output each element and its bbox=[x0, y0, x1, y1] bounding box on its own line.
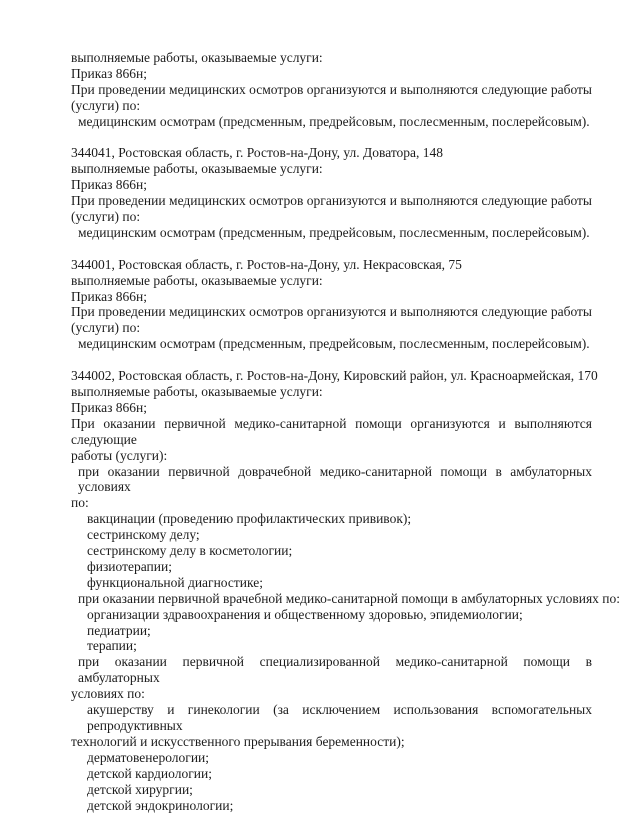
text-line: Приказ 866н; bbox=[71, 65, 148, 81]
text-line: выполняемые работы, оказываемые услуги: bbox=[71, 50, 323, 65]
text-line: по: bbox=[71, 495, 89, 511]
blank-line bbox=[71, 241, 592, 257]
text-line: 344041, Ростовская область, г. Ростов-на-Дону, ул. Доватора, 148 bbox=[71, 145, 444, 161]
text-line: сестринскому делу в косметологии; bbox=[87, 543, 293, 559]
text-line: функциональной диагностике; bbox=[87, 574, 263, 590]
text-line: вакцинации (проведению профилактических прививок); bbox=[87, 511, 412, 527]
text-line: детской хирургии; bbox=[87, 781, 193, 797]
text-line: при оказании первичной врачебной медико-санитарной помощи в амбулаторных условиях по: bbox=[78, 590, 621, 606]
text-line: При проведении медицинских осмотров организуются и выполняются следующие работы bbox=[71, 304, 592, 320]
text-line: при оказании первичной специализированной медико-санитарной помощи в амбулаторных bbox=[78, 654, 592, 686]
text-line: (услуги) по: bbox=[71, 97, 141, 113]
text-line: (услуги) по: bbox=[71, 320, 141, 336]
text-line: терапии; bbox=[87, 638, 137, 654]
blank-line bbox=[71, 130, 592, 146]
text-line: медицинским осмотрам (предсменным, предрейсовым, послесменным, послерейсовым). bbox=[78, 113, 590, 129]
text-line: При оказании первичной медико-санитарной помощи организуются и выполняются следующие bbox=[71, 415, 592, 447]
blank-line bbox=[71, 352, 592, 368]
document-body bbox=[71, 50, 621, 813]
text-line: Приказ 866н; bbox=[71, 288, 148, 304]
text-line: выполняемые работы, оказываемые услуги: bbox=[71, 383, 323, 399]
text-line: физиотерапии; bbox=[87, 558, 172, 574]
text-line: (услуги) по: bbox=[71, 209, 141, 225]
text-line: 344001, Ростовская область, г. Ростов-на-Дону, ул. Некрасовская, 75 bbox=[71, 256, 462, 272]
text-line: 344002, Ростовская область, г. Ростов-на-Дону, Кировский район, ул. Красноармейская, 170 bbox=[71, 368, 598, 384]
text-line: детской кардиологии; bbox=[87, 765, 212, 781]
text-line: Приказ 866н; bbox=[71, 177, 148, 193]
text-line: технологий и искусственного прерывания беременности); bbox=[71, 733, 405, 749]
text-line: выполняемые работы, оказываемые услуги: bbox=[71, 272, 323, 288]
text-line: работы (услуги): bbox=[71, 447, 168, 463]
text-line: выполняемые работы, оказываемые услуги: bbox=[71, 161, 323, 177]
text-line: сестринскому делу; bbox=[87, 527, 200, 543]
text-line: медицинским осмотрам (предсменным, предрейсовым, послесменным, послерейсовым). bbox=[78, 224, 590, 240]
text-line: При проведении медицинских осмотров организуются и выполняются следующие работы bbox=[71, 81, 592, 97]
text-line: акушерству и гинекологии (за исключением использования вспомогательных репродуктивных bbox=[87, 702, 592, 734]
text-line: детской эндокринологии; bbox=[87, 797, 234, 813]
text-line: дерматовенерологии; bbox=[87, 749, 210, 765]
text-line: Приказ 866н; bbox=[71, 399, 148, 415]
text-line: условиях по: bbox=[71, 686, 145, 702]
text-line: организации здравоохранения и общественному здоровью, эпидемиологии; bbox=[87, 606, 523, 622]
text-line: при оказании первичной доврачебной медико-санитарной помощи в амбулаторных условиях bbox=[78, 463, 592, 495]
text-line: При проведении медицинских осмотров организуются и выполняются следующие работы bbox=[71, 193, 592, 209]
text-line: педиатрии; bbox=[87, 622, 151, 638]
text-line: медицинским осмотрам (предсменным, предрейсовым, послесменным, послерейсовым). bbox=[78, 336, 590, 352]
